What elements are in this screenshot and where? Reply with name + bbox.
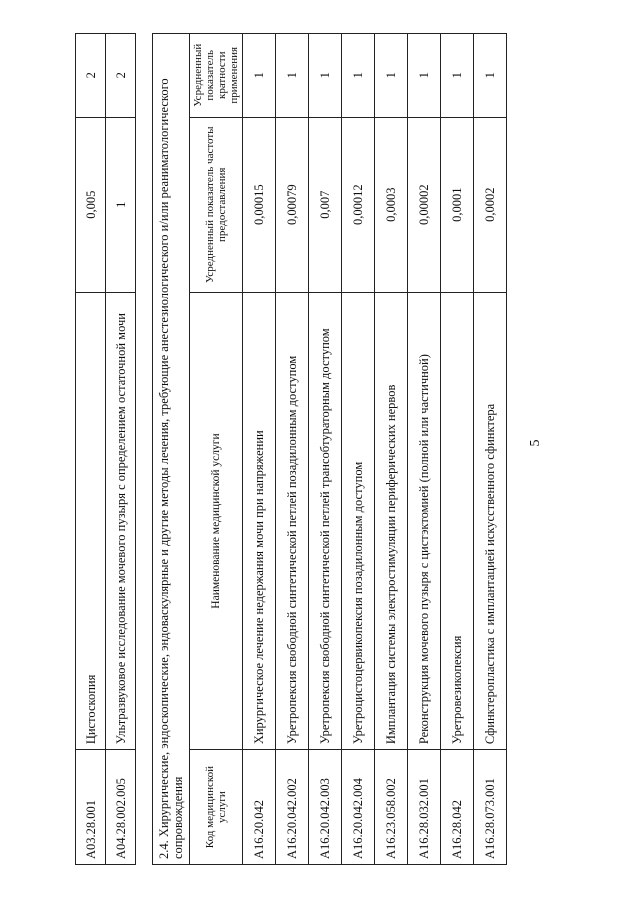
header-name: Наименование медицинской услуги [190,292,243,749]
table-row [243,34,276,865]
main-table [152,33,507,865]
frequency-value: 0,007 [309,117,342,292]
service-code: A16.28.032.001 [408,750,441,865]
service-code: A16.20.042.002 [276,750,309,865]
table-row [408,34,441,865]
header-code: Код медицинской услуги [190,750,243,865]
table-header-row [190,34,243,865]
service-name: Имплантация системы электростимуляции периферических нервов [375,292,408,749]
service-name: Ультразвуковое исследование мочевого пузыря с определением остаточной мочи [106,292,136,749]
service-name: Уретроцистоцервикопексия позадилонным доступом [342,292,375,749]
service-code: A16.20.042 [243,750,276,865]
table-row [106,34,136,865]
frequency-value: 0,005 [76,117,106,292]
frequency-value: 0,0002 [474,117,507,292]
frequency-value: 0,0001 [441,117,474,292]
table-row [309,34,342,865]
multiplicity-value: 1 [276,34,309,118]
multiplicity-value: 1 [408,34,441,118]
multiplicity-value: 1 [441,34,474,118]
service-code: A16.20.042.003 [309,750,342,865]
top-table [75,33,136,865]
frequency-value: 0,00012 [342,117,375,292]
table-row [474,34,507,865]
multiplicity-value: 1 [474,34,507,118]
section-title: 2.4. Хирургические, эндоскопические, эндоваскулярные и другие методы лечения, требующие анестезиологического и/или реаниматологического сопровождения [153,34,190,865]
frequency-value: 0,00079 [276,117,309,292]
table-row [441,34,474,865]
service-code: A16.23.058.002 [375,750,408,865]
service-name: Реконструкция мочевого пузыря с цистэктомией (полной или частичной) [408,292,441,749]
section-title-row [153,34,190,865]
multiplicity-value: 1 [375,34,408,118]
table-row [342,34,375,865]
frequency-value: 0,00015 [243,117,276,292]
table-row [276,34,309,865]
service-code: A16.28.073.001 [474,750,507,865]
service-code: A16.20.042.004 [342,750,375,865]
service-code: A16.28.042 [441,750,474,865]
frequency-value: 1 [106,117,136,292]
multiplicity-value: 2 [106,34,136,118]
rotated-page [75,25,595,865]
service-name: Сфинктеропластика с имплантацией искусственного сфинктера [474,292,507,749]
header-multiplicity: Усредненный показатель кратности применения [190,34,243,118]
service-name: Уретропексия свободной синтетической петлей позадилонным доступом [276,292,309,749]
multiplicity-value: 1 [342,34,375,118]
service-name: Хирургическое лечение недержания мочи при напряжении [243,292,276,749]
header-frequency: Усредненный показатель частоты предоставления [190,117,243,292]
service-name: Уретровезикопексия [441,292,474,749]
multiplicity-value: 2 [76,34,106,118]
page-number: 5 [528,439,543,447]
service-code: A04.28.002.005 [106,750,136,865]
frequency-value: 0,00002 [408,117,441,292]
multiplicity-value: 1 [309,34,342,118]
service-code: A03.28.001 [76,750,106,865]
multiplicity-value: 1 [243,34,276,118]
service-name: Уретропексия свободной синтетической петлей трансобтураторным доступом [309,292,342,749]
table-row [76,34,106,865]
table-row [375,34,408,865]
service-name: Цистоскопия [76,292,106,749]
frequency-value: 0,0003 [375,117,408,292]
